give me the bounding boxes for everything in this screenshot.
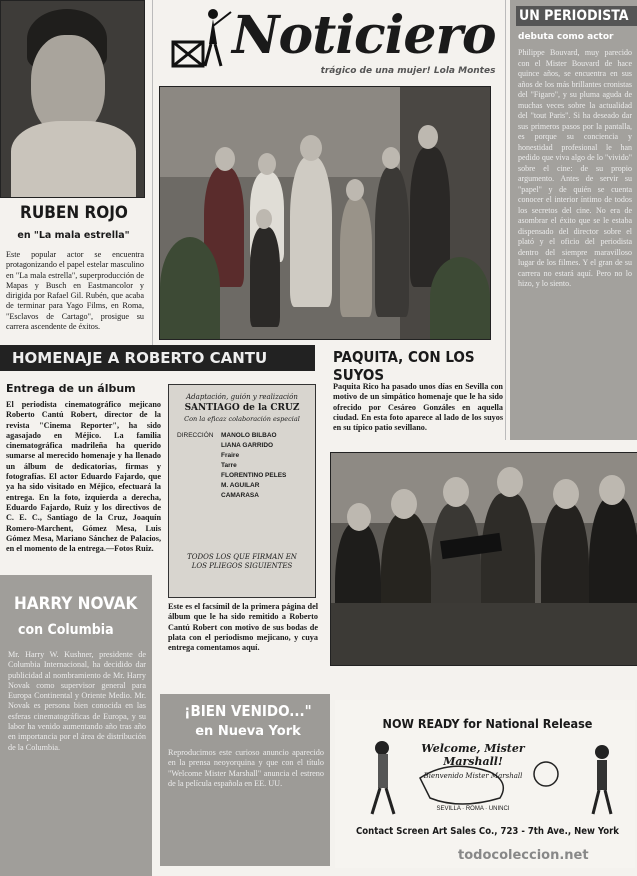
divider xyxy=(152,0,153,345)
homenaje-text: El periodista cinematográfico mejicano Roberto Cantú Robert, director de la revista "Cinema Reporter", ha sido agasajado en Méjico. La familia cinematográfica madrileña ha querido sumarse al merecido homenaje y ha llenado un álbum de dedicatorias, firmas y fotografías. El actor Eduardo Fajardo, que ya ha sido visitado en Méjico, efectuará la entrega. En la foto, izquierda a derecha, Eduardo Fajardo, Ruiz y los directivos de C. E. C., Santiago de la Cruz, Joaquín Romero-Marchent, Gómez Mesa, Luis Gómez Mesa, Mariano Sánchez de Palacios, en el momento de la entrega.—Fotos Ruiz. xyxy=(6,400,161,554)
periodista-subtitle: debuta como actor xyxy=(518,32,614,42)
album-footer: TODOS LOS QUE FIRMAN EN LOS PLIEGOS SIGUIENTES xyxy=(187,553,297,570)
ad-headline: NOW READY for National Release xyxy=(382,716,593,731)
ruben-rojo-text: Este popular actor se encuentra protagonizando el papel estelar masculino en "La mala estrella", superproducción de Mapas y Busch en Eastmancolor y dirigida por Rafael Gil. Rubén, que acaba de terminar para Yago Films, en Roma, "Esclavos de Cartago", prosigue su carrera ascendente de éxitos. xyxy=(6,250,144,332)
masthead-logo xyxy=(165,4,235,70)
novak-text: Mr. Harry W. Kushner, presidente de Columbia Internacional, ha decidido dar publicidad al nombramiento de Mr. Harry Novak como supervisor general para Europa Continental y Oriente Medio. Mr. Novak es persona bien conocida en las esferas cinematográficas de Europa, y su labor ha venido aumentando año tras año en importancia por el área de distribución de la Columbia. xyxy=(8,650,146,752)
periodista-heading: UN PERIODISTA xyxy=(516,6,637,26)
ad-film-title: Welcome, Mister Marshall! xyxy=(421,742,525,768)
novak-subtitle: con Columbia xyxy=(18,622,114,638)
paquita-family-photo xyxy=(159,86,491,340)
ceremony-photo xyxy=(330,452,637,666)
ad-contact: Contact Screen Art Sales Co., 723 - 7th Ave., New York xyxy=(356,826,619,837)
album-caption: Este es el facsímil de la primera página del álbum que le ha sido remitido a Roberto Cantú Robert con motivo de sus bodas de plata con el periodismo mejicano, y cuya entrega comentamos aquí. xyxy=(168,602,318,653)
novak-heading: HARRY NOVAK xyxy=(14,594,138,614)
periodista-text: Philippe Bouvard, muy parecido con el Mister Bouvard de hace quince años, se encuentra en sus años de los más brillantes cronistas del "Figaro", y su pluma aguda de muchas veces sobre la actualidad del "tout Paris". Si ha deseado dar sus primeros pasos por la pantalla, es porque su conciencia y honestidad profesional le han pedido que viva algo de lo "vivido" sobre el cine: de su propio argumento. Antes de servir su "papel" y de quién se cuenta conocer el interior íntimo de todos los secretos del cine. No era de asombrar el éxito que se le estaba dispensado del director sobre el plató y el oficio del periodista dentro del siempre maravilloso lugar de los filmes. Y el gran de su carrera no estará aquí. Pero no lo hizo, y lo siento. xyxy=(518,48,632,288)
bienvenido-text: Reproducimos este curioso anuncio aparecido en la prensa neoyorquina y que con el título "Welcome Mister Marshall" anuncia el estreno de la película española en EE. UU. xyxy=(168,748,324,788)
album-subtitle: Con la eficaz colaboración especial xyxy=(184,415,300,423)
masthead-title: Noticiero xyxy=(232,5,496,66)
ad-film-subtitle: Bienvenido Mister Marshall xyxy=(423,772,523,780)
bienvenido-subtitle: en Nueva York xyxy=(195,724,301,739)
ruben-rojo-photo xyxy=(0,0,145,198)
album-credit: LIANA GARRIDO xyxy=(221,442,274,449)
album-credit: M. AGUILAR xyxy=(221,482,260,489)
ad-credit: SEVILLA · ROMA · UNINCI xyxy=(436,806,510,812)
album-facsimile xyxy=(168,384,316,598)
ruben-rojo-heading: RUBEN ROJO xyxy=(20,203,128,223)
album-credit: CAMARASA xyxy=(221,492,259,499)
masthead-strip: trágico de una mujer! Lola Montes xyxy=(320,66,496,76)
bienvenido-heading: ¡BIEN VENIDO..." xyxy=(184,702,312,720)
divider xyxy=(505,0,506,440)
album-credit: Tarre xyxy=(221,462,237,469)
album-title: SANTIAGO de la CRUZ xyxy=(184,403,300,413)
homenaje-banner: HOMENAJE A ROBERTO CANTU xyxy=(0,345,315,371)
paquita-caption-text: Paquita Rico ha pasado unos días en Sevilla con motivo de un simpático homenaje que le ha sido ofrecido por Cesáreo Gonzáles en aquella ciudad. En esta foto aparece al lado de los suyos en su típico patio sevillano. xyxy=(333,382,503,433)
paquita-caption-heading: PAQUITA, CON LOS SUYOS xyxy=(333,348,475,384)
album-header: Adaptación, guión y realización xyxy=(186,393,298,401)
album-credit: Fraire xyxy=(221,452,240,459)
homenaje-subheading: Entrega de un álbum xyxy=(6,382,136,395)
album-credit: DIRECCIÓN MANOLO BILBAO xyxy=(177,432,277,439)
ruben-rojo-subtitle: en "La mala estrella" xyxy=(17,230,130,241)
album-credit: FLORENTINO PELES xyxy=(221,472,287,479)
watermark: todocoleccion.net xyxy=(458,848,589,863)
